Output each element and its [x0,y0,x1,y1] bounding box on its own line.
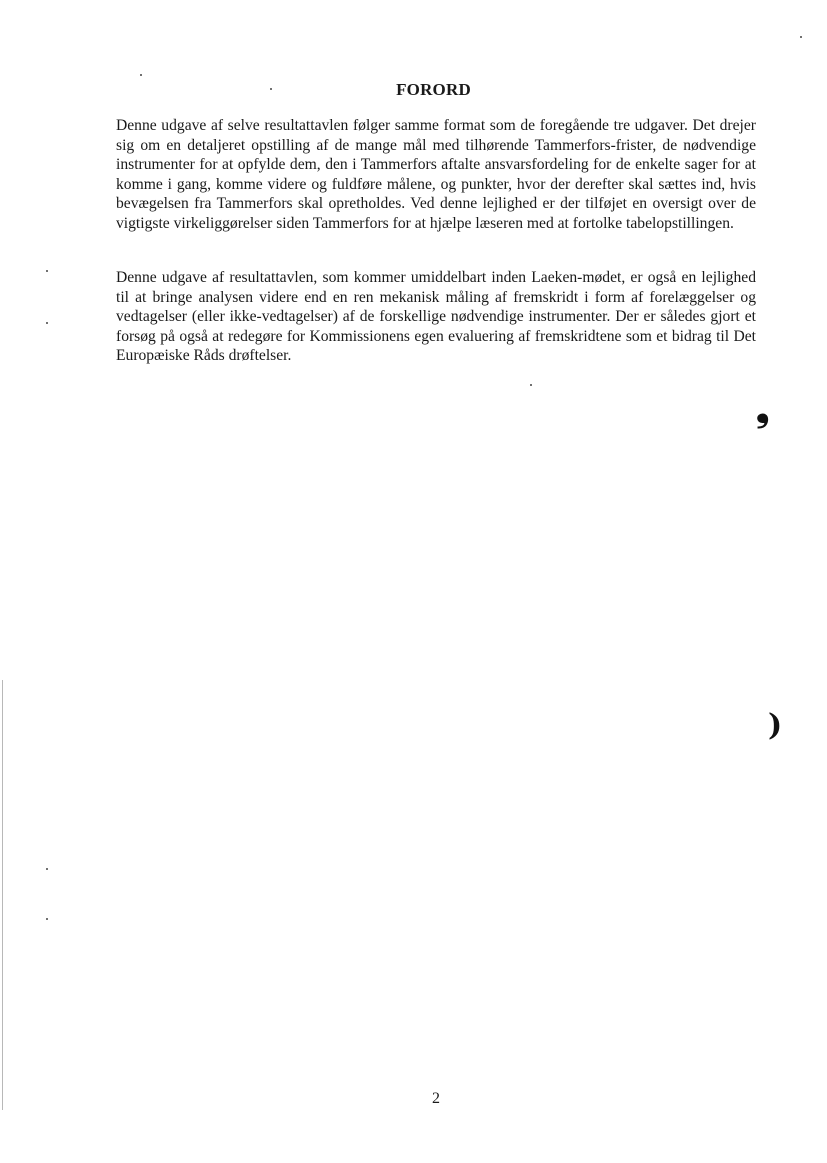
scan-speck [46,322,48,324]
scan-speck [46,270,48,272]
punch-hole-mark-bottom: ) [768,708,783,743]
scan-speck [270,88,272,90]
punch-hole-mark-top: ❟ [756,390,770,430]
scan-speck [530,384,532,386]
page-title: FORORD [396,80,471,99]
scan-speck [800,36,802,38]
scan-speck [140,74,142,76]
paragraph-2: Denne udgave af resultattavlen, som kommer umiddelbart inden Laeken-mødet, er også en lejlighed til at bringe analysen videre end en ren mekanisk måling af fremskridt i form af forelæggelser og vedtagelser (eller ikke-vedtagelser) af de forskellige nødvendige instrumenter. Der er således gjort et forsøg på også at redegøre for Kommissionens egen evaluering af fremskridtene som et bidrag til Det Europæiske Råds drøftelser. [116,269,756,365]
paragraph-1: Denne udgave af selve resultattavlen følger samme format som de foregående tre udgaver. Det drejer sig om en detaljeret opstilling af de mange mål med tilhørende Tammerfors-frister, de nødvendige instrumenter for at opfylde dem, den i Tammerfors aftalte ansvarsfordeling for de enkelte sager for at komme i gang, komme videre og fuldføre målene, og punkter, hvor der derefter skal sættes ind, hvis bevægelsen fra Tammerfors skal opretholdes. Ved denne lejlighed er der tilføjet en oversigt over de vigtigste virkeliggørelser siden Tammerfors for at hjælpe læseren med at fortolke tabelopstillingen. [116,117,756,232]
scan-speck [46,868,48,870]
scan-speck [46,918,48,920]
scan-edge-line [2,680,3,1110]
page-number: 2 [432,1090,440,1107]
